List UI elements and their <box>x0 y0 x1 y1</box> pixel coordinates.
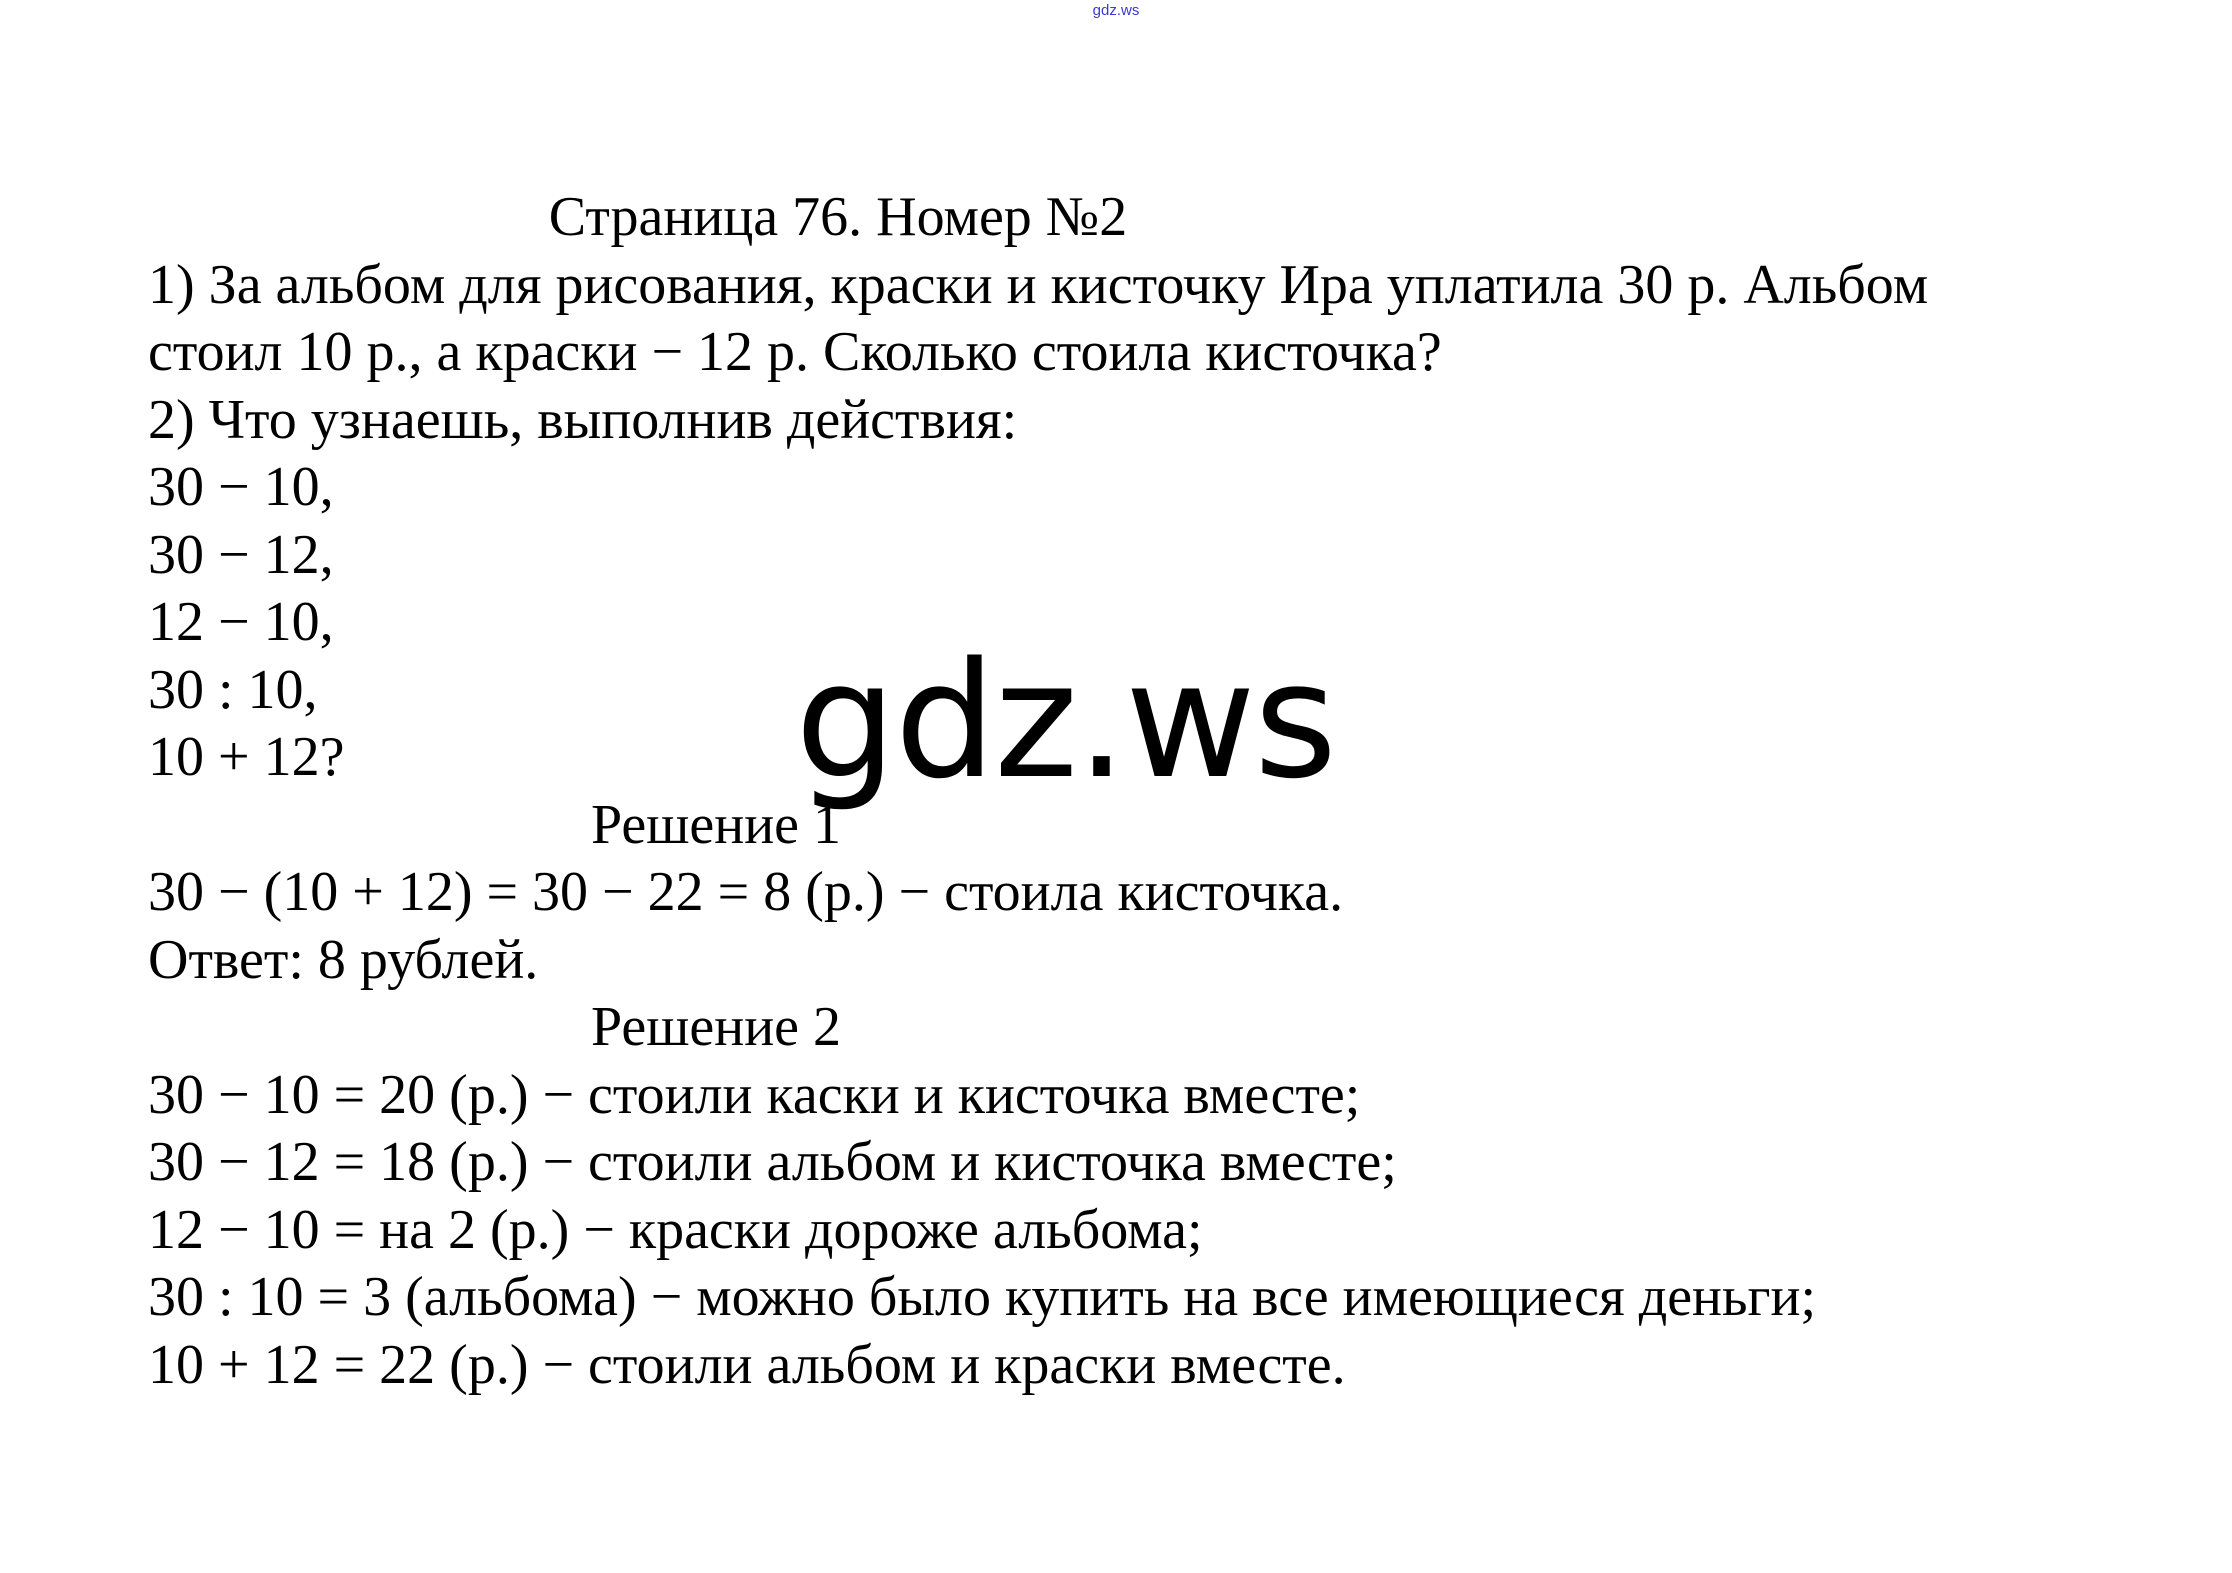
answer-line: Ответ: 8 рублей. <box>148 928 539 991</box>
solution-line: 30 − 12 = 18 (р.) − стоили альбом и кисточка вместе; <box>148 1131 1397 1193</box>
solution-line: 30 − (10 + 12) = 30 − 22 = 8 (р.) − стоила кисточка. <box>148 861 1344 923</box>
problem-line: 2) Что узнаешь, выполнив действия: <box>148 388 1018 451</box>
solution-line: 10 + 12 = 22 (р.) − стоили альбом и краски вместе. <box>148 1333 1346 1396</box>
problem-line: стоил 10 р., а краски − 12 р. Сколько стоила кисточка? <box>148 321 1442 383</box>
solution-2-heading: Решение 2 <box>590 996 842 1058</box>
solution-line: 12 − 10 = на 2 (р.) − краски дороже альбома; <box>148 1198 1203 1261</box>
page-title: Страница 76. Номер №2 <box>548 186 1128 248</box>
problem-line: 1) За альбом для рисования, краски и кисточку Ира уплатила 30 р. Альбом <box>148 253 1929 316</box>
solution-line: 30 − 10 = 20 (р.) − стоили каски и кисточка вместе; <box>148 1063 1361 1126</box>
expression-line: 30 − 10, <box>148 456 334 518</box>
solution-line: 30 : 10 = 3 (альбома) − можно было купить на все имеющиеся деньги; <box>148 1266 1817 1328</box>
solution-1-heading: Решение 1 <box>590 793 842 856</box>
solution-1 <box>148 792 2108 995</box>
expression-line: 10 + 12? <box>148 726 345 788</box>
gdz-watermark-logo: gdz.ws <box>795 627 1336 814</box>
solution-2 <box>148 994 2108 1399</box>
expression-line: 12 − 10, <box>148 591 334 653</box>
expression-line: 30 : 10, <box>148 658 318 721</box>
expression-line: 30 − 12, <box>148 523 334 586</box>
top-watermark-text: gdz.ws <box>1092 2 1140 19</box>
